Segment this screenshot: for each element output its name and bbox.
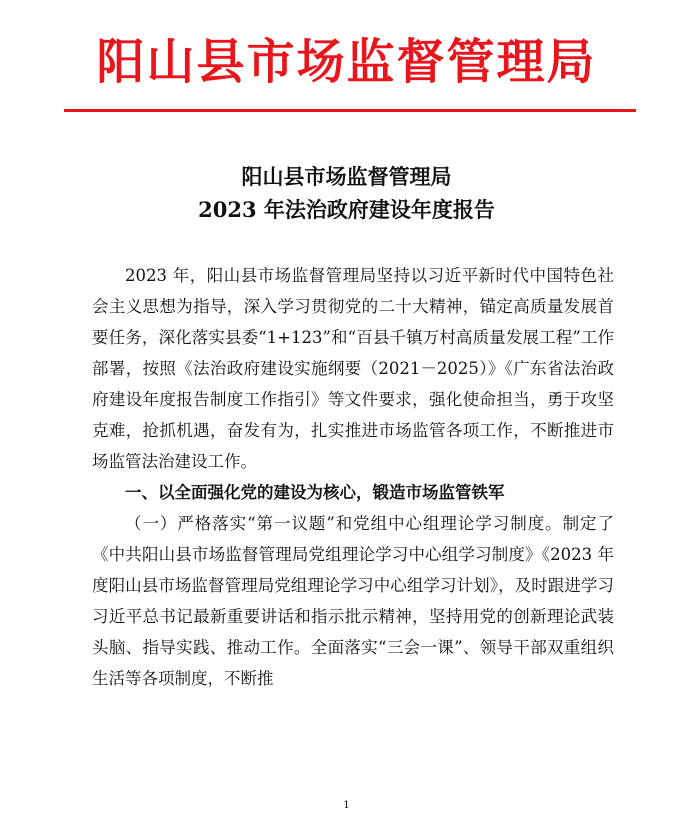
document-title-line1: 阳山县市场监督管理局 <box>241 164 452 189</box>
paragraph-section1-item1: （一）严格落实“第一议题”和党组中心组理论学习制度。制定了《中共阳山县市场监督管理局党组理论学习中心组学习制度》《2023 年度阳山县市场监督管理局党组理论学习中心组学习计划》，及时跟进学习习近平总书记最新重要讲话和指示批示精神，坚持用党的创新理论武装头脑、指导实践、推动工作。全面落实“三会一课”、领导干部双重组织生活等各项制度，不断推 <box>92 514 614 688</box>
section-heading-1: 一、以全面强化党的建设为核心，锻造市场监管铁军 <box>125 483 505 502</box>
masthead-title: 阳山县市场监督管理局 <box>96 34 597 90</box>
document-body <box>92 260 614 694</box>
red-divider-line <box>64 109 636 112</box>
document-title-line2: 2023 年法治政府建设年度报告 <box>198 197 495 222</box>
page-number: 1 <box>343 800 350 811</box>
paragraph-intro: 2023 年，阳山县市场监督管理局坚持以习近平新时代中国特色社会主义思想为指导，深入学习贯彻党的二十大精神，锚定高质量发展首要任务，深化落实县委“1+123”和“百县千镇万村高质量发展工程”工作部署，按照《法治政府建设实施纲要（2021－2025）》《广东省法治政府建设年度报告制度工作指引》等文件要求，强化使命担当，勇于攻坚克难，抢抓机遇，奋发有为，扎实推进市场监管各项工作，不断推进市场监管法治建设工作。 <box>92 266 614 471</box>
